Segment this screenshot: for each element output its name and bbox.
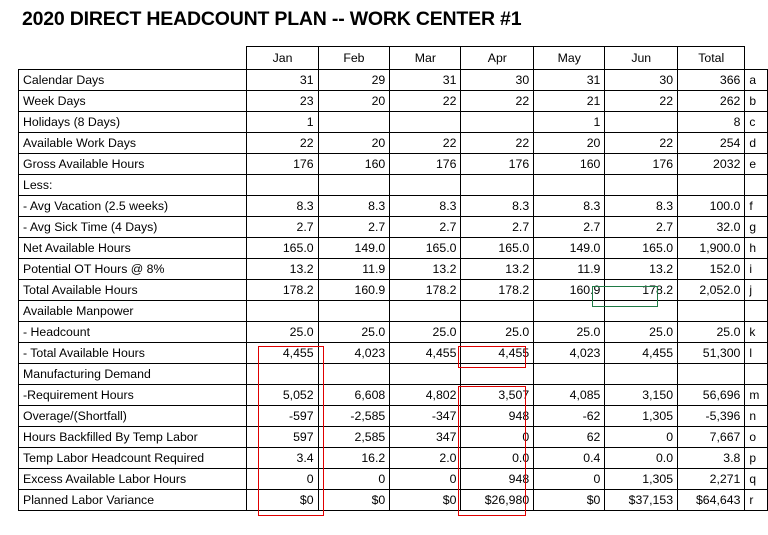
row-label[interactable]: Potential OT Hours @ 8%	[19, 259, 247, 280]
row-label[interactable]: Less:	[19, 175, 247, 196]
cell-jan[interactable]: 2.7	[247, 217, 318, 238]
cell-jun[interactable]	[605, 112, 678, 133]
cell-mar[interactable]: 31	[390, 70, 461, 91]
cell-apr[interactable]: 948	[461, 406, 534, 427]
row-label[interactable]: - Avg Sick Time (4 Days)	[19, 217, 247, 238]
table-row	[19, 154, 768, 175]
cell-mar[interactable]: 2.7	[390, 217, 461, 238]
header-cell-apr: Apr	[461, 47, 534, 70]
table-row	[19, 385, 768, 406]
row-suffix-letter: k	[745, 322, 768, 343]
table-row	[19, 280, 768, 301]
row-suffix-letter: m	[745, 385, 768, 406]
row-suffix-letter: n	[745, 406, 768, 427]
row-label[interactable]: - Headcount	[19, 322, 247, 343]
cell-total[interactable]	[678, 175, 745, 196]
cell-mar[interactable]: 22	[390, 91, 461, 112]
row-label[interactable]: Available Manpower	[19, 301, 247, 322]
cell-may[interactable]: $0	[534, 490, 605, 511]
cell-jan[interactable]: 0	[247, 469, 318, 490]
cell-jun[interactable]	[605, 301, 678, 322]
cell-mar[interactable]: 8.3	[390, 196, 461, 217]
cell-total[interactable]: 56,696	[678, 385, 745, 406]
cell-may[interactable]: 0	[534, 469, 605, 490]
cell-feb[interactable]	[318, 112, 390, 133]
cell-jan[interactable]: 13.2	[247, 259, 318, 280]
table-row	[19, 133, 768, 154]
cell-total[interactable]: 2,052.0	[678, 280, 745, 301]
cell-jan[interactable]: $0	[247, 490, 318, 511]
cell-feb[interactable]: 160	[318, 154, 390, 175]
cell-total[interactable]	[678, 301, 745, 322]
row-suffix-letter: f	[745, 196, 768, 217]
cell-feb[interactable]: 2.7	[318, 217, 390, 238]
cell-mar[interactable]: 0	[390, 469, 461, 490]
cell-may[interactable]: 160	[534, 154, 605, 175]
cell-apr[interactable]: 0	[461, 427, 534, 448]
row-label[interactable]: Temp Labor Headcount Required	[19, 448, 247, 469]
page-title: 2020 DIRECT HEADCOUNT PLAN -- WORK CENTER #1	[22, 8, 522, 30]
row-label[interactable]: Excess Available Labor Hours	[19, 469, 247, 490]
cell-mar[interactable]: 178.2	[390, 280, 461, 301]
table-row	[19, 448, 768, 469]
cell-feb[interactable]	[318, 301, 390, 322]
cell-mar[interactable]	[390, 112, 461, 133]
row-label[interactable]: Week Days	[19, 91, 247, 112]
cell-feb[interactable]: 29	[318, 70, 390, 91]
table-body	[19, 70, 768, 511]
cell-total[interactable]: 25.0	[678, 322, 745, 343]
cell-apr[interactable]: 165.0	[461, 238, 534, 259]
row-label[interactable]: Overage/(Shortfall)	[19, 406, 247, 427]
cell-total[interactable]: 2,271	[678, 469, 745, 490]
cell-apr[interactable]: 176	[461, 154, 534, 175]
cell-apr[interactable]: 13.2	[461, 259, 534, 280]
cell-jun[interactable]: 165.0	[605, 238, 678, 259]
row-label[interactable]: Planned Labor Variance	[19, 490, 247, 511]
table-header-row	[19, 47, 768, 70]
row-suffix-letter: a	[745, 70, 768, 91]
cell-total[interactable]: 32.0	[678, 217, 745, 238]
cell-total[interactable]: 3.8	[678, 448, 745, 469]
cell-jan[interactable]	[247, 301, 318, 322]
cell-jun[interactable]: 0.0	[605, 448, 678, 469]
cell-may[interactable]: 11.9	[534, 259, 605, 280]
row-label[interactable]: Available Work Days	[19, 133, 247, 154]
header-cell-jan: Jan	[247, 47, 318, 70]
cell-total[interactable]: 100.0	[678, 196, 745, 217]
cell-feb[interactable]: $0	[318, 490, 390, 511]
cell-feb[interactable]: 0	[318, 469, 390, 490]
cell-apr[interactable]: 2.7	[461, 217, 534, 238]
table-row	[19, 259, 768, 280]
table-row	[19, 70, 768, 91]
cell-apr[interactable]	[461, 301, 534, 322]
header-cell-jun: Jun	[605, 47, 678, 70]
table-row	[19, 301, 768, 322]
row-suffix-letter: i	[745, 259, 768, 280]
cell-jan[interactable]: 4,455	[247, 343, 318, 364]
cell-mar[interactable]: 176	[390, 154, 461, 175]
cell-may[interactable]: 4,085	[534, 385, 605, 406]
cell-jun[interactable]: 2.7	[605, 217, 678, 238]
cell-may[interactable]: 62	[534, 427, 605, 448]
cell-jun[interactable]: 13.2	[605, 259, 678, 280]
cell-jun[interactable]: 30	[605, 70, 678, 91]
cell-jan[interactable]: 25.0	[247, 322, 318, 343]
cell-may[interactable]: 31	[534, 70, 605, 91]
cell-mar[interactable]: 25.0	[390, 322, 461, 343]
row-suffix-letter: j	[745, 280, 768, 301]
cell-may[interactable]: 21	[534, 91, 605, 112]
row-suffix-letter: g	[745, 217, 768, 238]
cell-feb[interactable]: 16.2	[318, 448, 390, 469]
header-cell-suffix	[745, 47, 768, 70]
cell-total[interactable]	[678, 364, 745, 385]
cell-may[interactable]: 160.9	[534, 280, 605, 301]
row-label[interactable]: Net Available Hours	[19, 238, 247, 259]
cell-total[interactable]: 262	[678, 91, 745, 112]
cell-mar[interactable]: $0	[390, 490, 461, 511]
row-label[interactable]: - Avg Vacation (2.5 weeks)	[19, 196, 247, 217]
table-row	[19, 322, 768, 343]
cell-mar[interactable]	[390, 175, 461, 196]
cell-mar[interactable]: 22	[390, 133, 461, 154]
row-suffix-letter: r	[745, 490, 768, 511]
row-suffix-letter: p	[745, 448, 768, 469]
cell-total[interactable]: 8	[678, 112, 745, 133]
cell-may[interactable]: -62	[534, 406, 605, 427]
cell-may[interactable]	[534, 301, 605, 322]
cell-may[interactable]: 149.0	[534, 238, 605, 259]
cell-apr[interactable]: 8.3	[461, 196, 534, 217]
cell-apr[interactable]: 178.2	[461, 280, 534, 301]
header-cell-total: Total	[678, 47, 745, 70]
row-suffix-letter: o	[745, 427, 768, 448]
cell-total[interactable]: $64,643	[678, 490, 745, 511]
row-label[interactable]: Total Available Hours	[19, 280, 247, 301]
cell-apr[interactable]: 22	[461, 91, 534, 112]
cell-feb[interactable]: 8.3	[318, 196, 390, 217]
cell-jun[interactable]	[605, 175, 678, 196]
row-suffix-letter	[745, 175, 768, 196]
table-row	[19, 217, 768, 238]
cell-may[interactable]: 2.7	[534, 217, 605, 238]
row-suffix-letter: c	[745, 112, 768, 133]
row-suffix-letter: b	[745, 91, 768, 112]
header-cell-blank	[19, 47, 247, 70]
table-row	[19, 364, 768, 385]
cell-jun[interactable]: 0	[605, 427, 678, 448]
cell-jan[interactable]	[247, 364, 318, 385]
cell-mar[interactable]	[390, 301, 461, 322]
cell-jan[interactable]: 176	[247, 154, 318, 175]
cell-total[interactable]: 366	[678, 70, 745, 91]
cell-apr[interactable]: 25.0	[461, 322, 534, 343]
row-suffix-letter: h	[745, 238, 768, 259]
cell-total[interactable]: 51,300	[678, 343, 745, 364]
cell-total[interactable]: 152.0	[678, 259, 745, 280]
cell-mar[interactable]: 4,802	[390, 385, 461, 406]
cell-jan[interactable]: 1	[247, 112, 318, 133]
cell-feb[interactable]: 160.9	[318, 280, 390, 301]
cell-may[interactable]: 1	[534, 112, 605, 133]
cell-feb[interactable]: 11.9	[318, 259, 390, 280]
cell-may[interactable]: 20	[534, 133, 605, 154]
cell-mar[interactable]: 13.2	[390, 259, 461, 280]
cell-feb[interactable]: -2,585	[318, 406, 390, 427]
row-suffix-letter: q	[745, 469, 768, 490]
cell-jan[interactable]: 3.4	[247, 448, 318, 469]
cell-feb[interactable]: 149.0	[318, 238, 390, 259]
cell-feb[interactable]: 25.0	[318, 322, 390, 343]
cell-jan[interactable]: 23	[247, 91, 318, 112]
cell-apr[interactable]: 948	[461, 469, 534, 490]
table-row	[19, 490, 768, 511]
cell-may[interactable]: 8.3	[534, 196, 605, 217]
cell-total[interactable]: 2032	[678, 154, 745, 175]
cell-mar[interactable]	[390, 364, 461, 385]
table-row	[19, 469, 768, 490]
cell-jan[interactable]: 5,052	[247, 385, 318, 406]
row-label[interactable]: Gross Available Hours	[19, 154, 247, 175]
cell-may[interactable]: 25.0	[534, 322, 605, 343]
cell-jan[interactable]: 31	[247, 70, 318, 91]
cell-jun[interactable]	[605, 364, 678, 385]
cell-jun[interactable]: 22	[605, 91, 678, 112]
cell-jan[interactable]: 597	[247, 427, 318, 448]
row-suffix-letter: l	[745, 343, 768, 364]
cell-may[interactable]: 4,023	[534, 343, 605, 364]
cell-feb[interactable]	[318, 175, 390, 196]
cell-jun[interactable]: 3,150	[605, 385, 678, 406]
cell-mar[interactable]: 165.0	[390, 238, 461, 259]
cell-may[interactable]	[534, 364, 605, 385]
cell-mar[interactable]: 4,455	[390, 343, 461, 364]
cell-jan[interactable]	[247, 175, 318, 196]
table-row	[19, 91, 768, 112]
cell-jun[interactable]: 4,455	[605, 343, 678, 364]
cell-jun[interactable]: $37,153	[605, 490, 678, 511]
cell-jan[interactable]: 22	[247, 133, 318, 154]
cell-apr[interactable]: $26,980	[461, 490, 534, 511]
cell-jan[interactable]: 165.0	[247, 238, 318, 259]
table-row	[19, 343, 768, 364]
table-row	[19, 427, 768, 448]
headcount-plan-table	[18, 46, 768, 511]
cell-jun[interactable]: 8.3	[605, 196, 678, 217]
table-row	[19, 238, 768, 259]
cell-feb[interactable]: 2,585	[318, 427, 390, 448]
cell-apr[interactable]: 30	[461, 70, 534, 91]
table-row	[19, 175, 768, 196]
cell-mar[interactable]: -347	[390, 406, 461, 427]
cell-apr[interactable]: 4,455	[461, 343, 534, 364]
cell-mar[interactable]: 2.0	[390, 448, 461, 469]
cell-apr[interactable]	[461, 364, 534, 385]
cell-may[interactable]: 0.4	[534, 448, 605, 469]
cell-jun[interactable]: 178.2	[605, 280, 678, 301]
cell-jun[interactable]: 1,305	[605, 406, 678, 427]
cell-may[interactable]	[534, 175, 605, 196]
cell-apr[interactable]: 0.0	[461, 448, 534, 469]
header-cell-feb: Feb	[318, 47, 390, 70]
cell-apr[interactable]	[461, 112, 534, 133]
table-header	[19, 47, 768, 70]
cell-feb[interactable]	[318, 364, 390, 385]
row-suffix-letter	[745, 364, 768, 385]
cell-jun[interactable]: 176	[605, 154, 678, 175]
cell-feb[interactable]: 6,608	[318, 385, 390, 406]
row-suffix-letter: e	[745, 154, 768, 175]
cell-jan[interactable]: 178.2	[247, 280, 318, 301]
cell-jan[interactable]: 8.3	[247, 196, 318, 217]
header-cell-may: May	[534, 47, 605, 70]
cell-apr[interactable]	[461, 175, 534, 196]
row-label[interactable]: Manufacturing Demand	[19, 364, 247, 385]
cell-total[interactable]: 254	[678, 133, 745, 154]
header-cell-mar: Mar	[390, 47, 461, 70]
cell-feb[interactable]: 4,023	[318, 343, 390, 364]
cell-feb[interactable]: 20	[318, 133, 390, 154]
cell-mar[interactable]: 347	[390, 427, 461, 448]
row-label[interactable]: Hours Backfilled By Temp Labor	[19, 427, 247, 448]
row-label[interactable]: Holidays (8 Days)	[19, 112, 247, 133]
cell-jun[interactable]: 25.0	[605, 322, 678, 343]
cell-total[interactable]: -5,396	[678, 406, 745, 427]
row-label[interactable]: Calendar Days	[19, 70, 247, 91]
row-suffix-letter: d	[745, 133, 768, 154]
row-suffix-letter	[745, 301, 768, 322]
row-label[interactable]: -Requirement Hours	[19, 385, 247, 406]
cell-jan[interactable]: -597	[247, 406, 318, 427]
row-label[interactable]: - Total Available Hours	[19, 343, 247, 364]
table-row	[19, 406, 768, 427]
cell-apr[interactable]: 3,507	[461, 385, 534, 406]
cell-apr[interactable]: 22	[461, 133, 534, 154]
table-row	[19, 196, 768, 217]
table-row	[19, 112, 768, 133]
cell-total[interactable]: 7,667	[678, 427, 745, 448]
cell-jun[interactable]: 1,305	[605, 469, 678, 490]
cell-total[interactable]: 1,900.0	[678, 238, 745, 259]
cell-jun[interactable]: 22	[605, 133, 678, 154]
cell-feb[interactable]: 20	[318, 91, 390, 112]
